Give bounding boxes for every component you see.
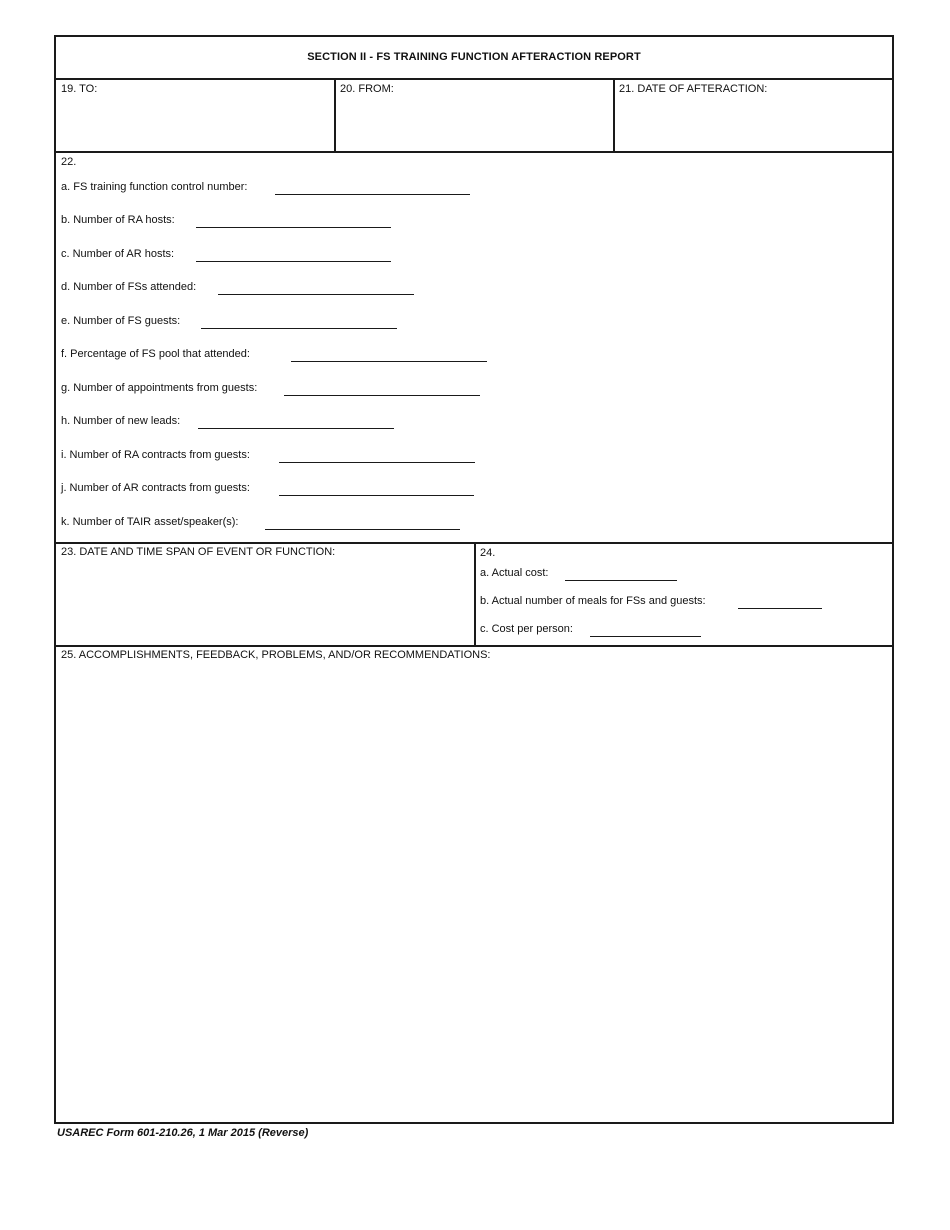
divider-row23 [56,645,892,647]
afteraction-report-form [54,35,894,1124]
block21-label: 21. DATE OF AFTERACTION: [619,83,768,95]
field-22i-label: i. Number of RA contracts from guests: [61,449,250,461]
field-22j-blank[interactable] [279,495,474,496]
block22-number: 22. [61,156,77,168]
field-22k-label: k. Number of TAIR asset/speaker(s): [61,516,239,528]
field-22d-blank[interactable] [218,294,414,295]
field-22b-blank[interactable] [196,227,391,228]
field-22e-blank[interactable] [201,328,397,329]
field-24b-label: b. Actual number of meals for FSs and guests: [480,595,706,607]
field-22h-label: h. Number of new leads: [61,415,181,427]
field-24c-label: c. Cost per person: [480,623,573,635]
field-22c-blank[interactable] [196,261,391,262]
field-22h-blank[interactable] [198,428,394,429]
block23-date-time-field[interactable] [61,546,335,558]
field-22b-label: b. Number of RA hosts: [61,214,175,226]
divider-col-23-24 [474,542,476,645]
field-24b-blank[interactable] [738,608,822,609]
field-22a-blank[interactable] [275,194,470,195]
field-22j-label: j. Number of AR contracts from guests: [61,482,250,494]
field-22c-label: c. Number of AR hosts: [61,248,175,260]
field-22a-label: a. FS training function control number: [61,181,248,193]
block23-label: 23. DATE AND TIME SPAN OF EVENT OR FUNCTION: [61,546,336,558]
block25-accomplishments-field[interactable] [61,649,490,661]
divider-col-19-20 [334,78,336,151]
divider-row1 [56,151,892,153]
block19-to-field[interactable] [61,83,97,95]
form-footer: USAREC Form 601-210.26, 1 Mar 2015 (Reverse) [57,1127,309,1139]
field-24a-label: a. Actual cost: [480,567,549,579]
field-24c-blank[interactable] [590,636,701,637]
block25-label: 25. ACCOMPLISHMENTS, FEEDBACK, PROBLEMS, AND/OR RECOMMENDATIONS: [61,649,491,661]
field-22f-blank[interactable] [291,361,487,362]
field-22e-label: e. Number of FS guests: [61,315,181,327]
block20-from-field[interactable] [340,83,394,95]
section-title: SECTION II - FS TRAINING FUNCTION AFTERACTION REPORT [307,51,641,63]
field-22g-blank[interactable] [284,395,480,396]
block21-date-field[interactable] [619,83,767,95]
divider-col-20-21 [613,78,615,151]
field-22i-blank[interactable] [279,462,475,463]
block24-number: 24. [480,547,496,559]
divider-title [56,78,892,80]
block20-label: 20. FROM: [340,83,394,95]
field-22g-label: g. Number of appointments from guests: [61,382,258,394]
block19-label: 19. TO: [61,83,98,95]
field-22f-label: f. Percentage of FS pool that attended: [61,348,250,360]
field-24a-blank[interactable] [565,580,677,581]
field-22k-blank[interactable] [265,529,460,530]
field-22d-label: d. Number of FSs attended: [61,281,197,293]
